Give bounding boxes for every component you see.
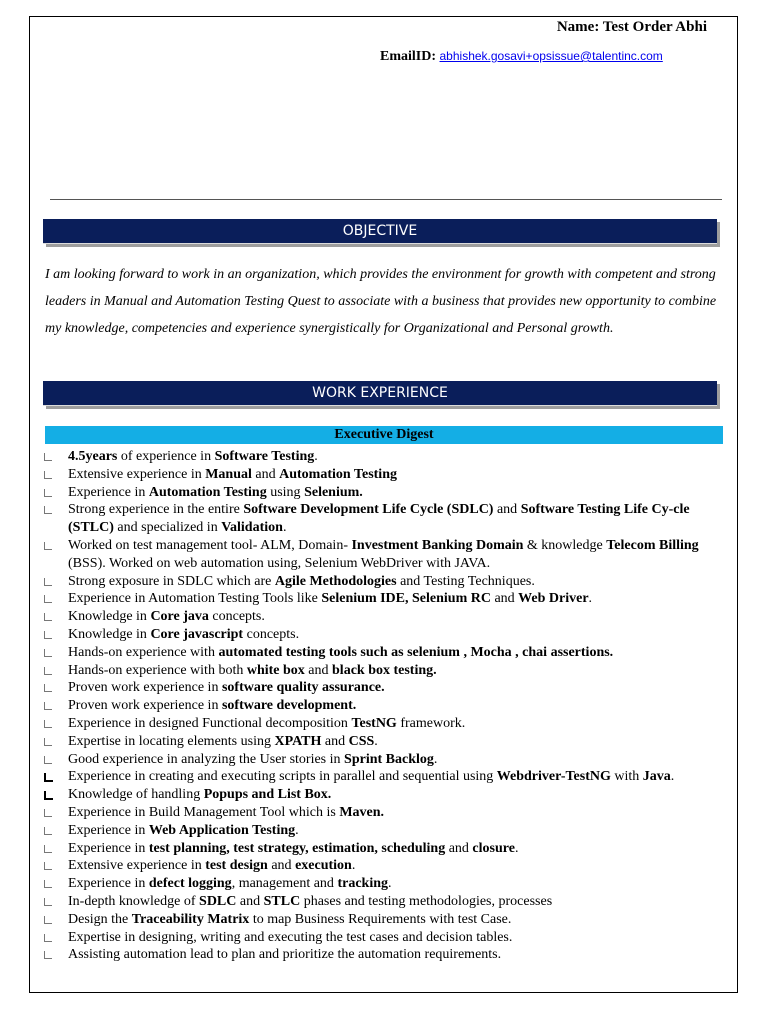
item-text: . — [351, 858, 356, 874]
bold-text: Popups and List Box. — [203, 787, 332, 803]
bullet-icon — [44, 809, 52, 817]
item-text: Good experience in analyzing the User stories in — [68, 751, 345, 767]
bold-text: Selenium. — [304, 484, 363, 500]
bullet-icon — [44, 791, 53, 800]
email-link[interactable]: abhishek.gosavi+opsissue@talentinc.com — [439, 49, 663, 63]
item-text: . — [433, 751, 438, 767]
experience-item — [44, 697, 724, 715]
bold-text: Validation — [221, 520, 283, 536]
bold-text: TestNG — [351, 715, 397, 731]
experience-item — [44, 662, 724, 680]
item-text: . — [388, 876, 392, 892]
experience-item — [44, 822, 724, 840]
bullet-icon — [44, 951, 52, 959]
item-text: and — [490, 591, 519, 607]
item-text: Expertise in locating elements using — [68, 733, 275, 749]
bold-text: white box — [246, 662, 305, 678]
item-text: . — [314, 449, 318, 464]
bold-text: test design — [205, 858, 268, 874]
bold-text: Agile Methodologies — [274, 573, 397, 589]
item-text: phases and testing methodologies, processes — [300, 893, 553, 909]
item-text: Hands-on experience with both — [68, 662, 247, 678]
bullet-icon — [44, 578, 52, 586]
item-text: Worked on test management tool- ALM, Domain- — [68, 537, 352, 553]
bold-text: Maven. — [339, 804, 385, 820]
item-text: Experience in Build Management Tool which is — [68, 804, 340, 820]
bullet-icon — [44, 613, 52, 621]
bullet-icon — [44, 702, 52, 710]
bold-text: Sprint Backlog — [344, 751, 434, 767]
bold-text: execution — [295, 858, 352, 874]
item-text: concepts. — [243, 626, 300, 642]
item-text: and — [236, 893, 264, 909]
experience-item — [44, 679, 724, 697]
item-text: Proven work experience in — [68, 680, 222, 696]
bold-text: Core javascript — [150, 626, 244, 642]
item-text: Experience in — [68, 822, 149, 838]
item-text: to map Business Requirements with test Case. — [249, 911, 512, 927]
bold-text: Web Application Testing — [148, 822, 296, 838]
bold-text: Automation Testing — [148, 484, 267, 500]
item-text: Expertise in designing, writing and executing the test cases and decision tables. — [68, 929, 513, 945]
item-text: Hands-on experience with — [68, 644, 219, 660]
experience-item — [44, 733, 724, 751]
item-text: Knowledge of handling — [68, 787, 204, 803]
experience-item — [44, 929, 724, 947]
bold-text: automated testing tools such as selenium , Mocha , chai assertions. — [218, 644, 614, 660]
bullet-icon — [44, 880, 52, 888]
bold-text: Core java — [150, 609, 209, 625]
bullet-icon — [44, 542, 52, 550]
bold-text: black box testing. — [332, 662, 437, 678]
executive-digest-title: Executive Digest — [45, 426, 723, 444]
item-text: Strong exposure in SDLC which are — [68, 573, 275, 589]
item-text: Experience in — [68, 876, 149, 892]
bold-text: Manual — [205, 466, 252, 482]
bold-text: software quality assurance. — [221, 680, 385, 696]
item-text: concepts. — [208, 609, 265, 625]
bold-text: Web Driver — [518, 591, 589, 607]
experience-list — [44, 448, 724, 964]
item-text: and — [321, 733, 349, 749]
item-text: with — [610, 769, 643, 785]
item-text: and — [304, 662, 333, 678]
bold-text: 4.5years — [68, 449, 118, 464]
bold-text: XPATH — [274, 733, 322, 749]
bullet-icon — [44, 862, 52, 870]
item-text: using — [266, 484, 305, 500]
item-text: Experience in — [68, 484, 149, 500]
bullet-icon — [44, 667, 52, 675]
bullet-icon — [44, 898, 52, 906]
item-text: Knowledge in — [68, 609, 151, 625]
bullet-icon — [44, 471, 52, 479]
bold-text: defect logging — [148, 876, 232, 892]
item-text: and — [445, 840, 473, 856]
objective-heading: OBJECTIVE — [43, 219, 717, 244]
bold-text: Automation Testing — [279, 466, 397, 482]
item-text: . — [282, 520, 287, 536]
resume-page — [29, 16, 738, 993]
item-text: and — [267, 858, 296, 874]
bold-text: Software Development Life Cycle (SDLC) — [243, 502, 494, 518]
item-text: . — [588, 591, 593, 607]
experience-item — [44, 608, 724, 626]
bullet-icon — [44, 649, 52, 657]
bold-text: Telecom Billing — [606, 537, 699, 553]
bold-text: Software Testing — [214, 449, 315, 464]
bullet-icon — [44, 506, 52, 514]
bullet-icon — [44, 934, 52, 942]
item-text: Experience in Automation Testing Tools like — [68, 591, 322, 607]
bullet-icon — [44, 631, 52, 639]
bold-text: Investment Banking Domain — [351, 537, 524, 553]
experience-item — [44, 537, 724, 573]
bold-text: STLC — [263, 893, 301, 909]
experience-item — [44, 875, 724, 893]
email-line — [380, 49, 663, 65]
experience-item — [44, 573, 724, 591]
experience-item — [44, 768, 724, 786]
item-text: Knowledge in — [68, 626, 151, 642]
item-text: and — [493, 502, 521, 518]
experience-item — [44, 448, 724, 466]
bullet-icon — [44, 916, 52, 924]
item-text: Experience in — [68, 840, 149, 856]
experience-item — [44, 804, 724, 822]
item-text: Strong experience in the entire — [68, 502, 244, 518]
bullet-icon — [44, 738, 52, 746]
experience-item — [44, 893, 724, 911]
bold-text: Selenium IDE, Selenium RC — [321, 591, 491, 607]
experience-item — [44, 501, 724, 537]
bold-text: closure — [472, 840, 515, 856]
experience-item — [44, 857, 724, 875]
candidate-name: Name: Test Order Abhi — [556, 19, 707, 35]
item-text: of experience in — [117, 449, 215, 464]
experience-item — [44, 484, 724, 502]
item-text: . — [374, 733, 378, 749]
experience-item — [44, 644, 724, 662]
item-text: Extensive experience in — [68, 466, 206, 482]
item-text: (BSS). Worked on web automation using, Selenium WebDriver with JAVA. — [68, 555, 491, 571]
bullet-icon — [44, 595, 52, 603]
experience-item — [44, 946, 724, 964]
item-text: . — [670, 769, 675, 785]
bold-text: Software Testing Life Cy-cle (STLC) — [68, 502, 690, 536]
bold-text: Java — [642, 769, 671, 785]
bullet-icon — [44, 453, 52, 461]
item-text: Proven work experience in — [68, 698, 222, 714]
bullet-icon — [44, 489, 52, 497]
bullet-icon — [44, 845, 52, 853]
item-text: , management and — [231, 876, 338, 892]
experience-item — [44, 786, 724, 804]
item-text: & knowledge — [523, 537, 607, 553]
experience-item — [44, 911, 724, 929]
bold-text: CSS — [348, 733, 375, 749]
item-text: Assisting automation lead to plan and prioritize the automation requirements. — [68, 947, 502, 963]
item-text: Experience in designed Functional decomposition — [68, 715, 352, 731]
objective-text: I am looking forward to work in an organization, which provides the environment for growth with competent and strong leaders in Manual and Automation Testing Quest to associate with a business that provides new opportunity to combine my knowledge, competencies and experience synergistically for Organizational and Personal growth. — [45, 267, 717, 336]
bullet-icon — [44, 827, 52, 835]
work-experience-heading: WORK EXPERIENCE — [43, 381, 717, 406]
bullet-icon — [44, 720, 52, 728]
experience-item — [44, 590, 724, 608]
bullet-icon — [44, 684, 52, 692]
bullet-icon — [44, 756, 52, 764]
bold-text: SDLC — [199, 893, 237, 909]
bold-text: tracking — [337, 876, 388, 892]
bullet-icon — [44, 773, 53, 782]
bold-text: Traceability Matrix — [131, 911, 250, 927]
bold-text: software development. — [221, 698, 357, 714]
bold-text: test planning, test strategy, estimation, scheduling — [148, 840, 446, 856]
header-divider — [50, 199, 722, 200]
item-text: and specialized in — [113, 520, 222, 536]
item-text: and Testing Techniques. — [396, 573, 535, 589]
item-text: Extensive experience in — [68, 858, 206, 874]
item-text: Design the — [68, 911, 132, 927]
item-text: . — [514, 840, 519, 856]
item-text: and — [251, 466, 280, 482]
item-text: framework. — [396, 715, 466, 731]
experience-item — [44, 715, 724, 733]
experience-item — [44, 466, 724, 484]
bold-text: Webdriver-TestNG — [496, 769, 611, 785]
experience-item — [44, 840, 724, 858]
item-text: . — [295, 822, 299, 838]
experience-item — [44, 626, 724, 644]
email-label: EmailID: — [380, 49, 436, 64]
item-text: In-depth knowledge of — [68, 893, 200, 909]
experience-item — [44, 751, 724, 769]
item-text: Experience in creating and executing scripts in parallel and sequential using — [68, 769, 497, 785]
